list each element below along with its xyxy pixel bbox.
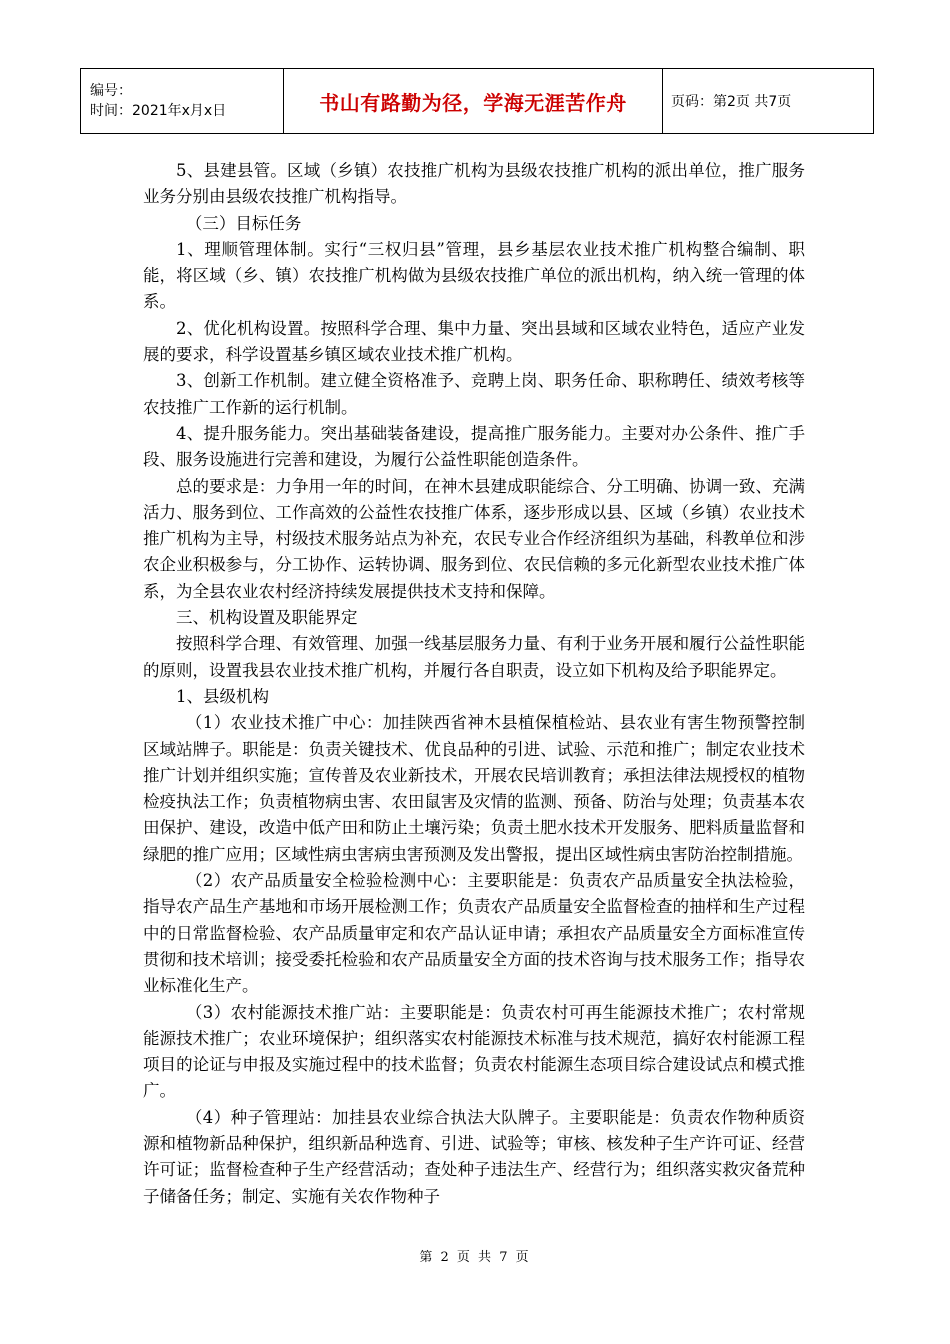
header-motto: 书山有路勤为径，学海无涯苦作舟 bbox=[319, 90, 627, 115]
paragraph: 2、优化机构设置。按照科学合理、集中力量、突出县域和区域农业特色，适应产业发展的要求，科学设置基乡镇区域农业技术推广机构。 bbox=[143, 318, 805, 365]
paragraph: 3、创新工作机制。建立健全资格准予、竞聘上岗、职务任命、职称聘任、绩效考核等农技推广工作新的运行机制。 bbox=[143, 371, 805, 417]
section-heading: （三）目标任务 bbox=[185, 213, 302, 233]
section-heading: 三、机构设置及职能界定 bbox=[176, 608, 358, 628]
paragraph: 按照科学合理、有效管理、加强一线基层服务力量、有利于业务开展和履行公益性职能的原则，设置我县农业技术推广机构，并履行各自职责，设立如下机构及给予职能界定。 bbox=[143, 634, 805, 680]
header-motto-cell bbox=[284, 69, 663, 134]
doc-code: 编号： bbox=[90, 83, 132, 99]
paragraph: （3）农村能源技术推广站：主要职能是：负责农村可再生能源技术推广；农村常规能源技术推广；农业环境保护；组织落实农村能源技术标准与技术规范，搞好农村能源工程项目的论证与申报及实施过程中的技术监督；负责农村能源生态项目综合建设试点和模式推广。 bbox=[143, 1002, 805, 1101]
header-page-info: 页码：第2页 共7页 bbox=[671, 94, 792, 110]
paragraph: 5、县建县管。区域（乡镇）农技推广机构为县级农技推广机构的派出单位，推广服务业务分别由县级农技推广机构指导。 bbox=[143, 161, 805, 207]
paragraph: （2）农产品质量安全检验检测中心：主要职能是：负责农产品质量安全执法检验，指导农产品生产基地和市场开展检测工作；负责农产品质量安全监督检查的抽样和生产过程中的日常监督检验、农产品质量审定和农产品认证申请；承担农产品质量安全方面标准宣传贯彻和技术培训；接受委托检验和农产品质量安全方面的技术咨询与技术服务工作；指导农业标准化生产。 bbox=[143, 871, 805, 996]
header-meta bbox=[81, 69, 284, 134]
page-header bbox=[80, 68, 874, 134]
header-page-cell bbox=[663, 69, 874, 134]
doc-time: 时间：2021年x月x日 bbox=[90, 103, 227, 119]
paragraph: （1）农业技术推广中心：加挂陕西省神木县植保植检站、县农业有害生物预警控制区域站牌子。职能是：负责关键技术、优良品种的引进、试验、示范和推广；制定农业技术推广计划并组织实施；宣传普及农业新技术，开展农民培训教育；承担法律法规授权的植物检疫执法工作；负责植物病虫害、农田鼠害及灾情的监测、预备、防治与处理；负责基本农田保护、建设，改造中低产田和防止土壤污染；负责土肥水技术开发服务、肥料质量监督和绿肥的推广应用；区域性病虫害病虫害预测及发出警报，提出区域性病虫害防治控制措施。 bbox=[143, 713, 805, 864]
section-heading: 1、县级机构 bbox=[176, 686, 269, 706]
paragraph: 4、提升服务能力。突出基础装备建设，提高推广服务能力。主要对办公条件、推广手段、服务设施进行完善和建设，为履行公益性职能创造条件。 bbox=[143, 423, 805, 470]
document-body bbox=[143, 158, 805, 1210]
paragraph: 1、理顺管理体制。实行“三权归县”管理，县乡基层农业技术推广机构整合编制、职能，将区域（乡、镇）农技推广机构做为县级农技推广单位的派出机构，纳入统一管理的体系。 bbox=[143, 239, 805, 312]
paragraph: 总的要求是：力争用一年的时间，在神木县建成职能综合、分工明确、协调一致、充满活力、服务到位、工作高效的公益性农技推广体系，逐步形成以县、区域（乡镇）农业技术推广机构为主导，村级技术服务站点为补充，农民专业合作经济组织为基础，科教单位和涉农企业积极参与，分工协作、运转协调、服务到位、农民信赖的多元化新型农业技术推广体系，为全县农业农村经济持续发展提供技术支持和保障。 bbox=[143, 476, 805, 601]
paragraph: （4）种子管理站：加挂县农业综合执法大队牌子。主要职能是：负责农作物种质资源和植物新品种保护，组织新品种选育、引进、试验等；审核、核发种子生产许可证、经营许可证；监督检查种子生产经营活动；查处种子违法生产、经营行为；组织落实救灾备荒种子储备任务；制定、实施有关农作物种子 bbox=[143, 1107, 805, 1206]
page-footer: 第 2 页 共 7 页 bbox=[419, 1250, 531, 1265]
